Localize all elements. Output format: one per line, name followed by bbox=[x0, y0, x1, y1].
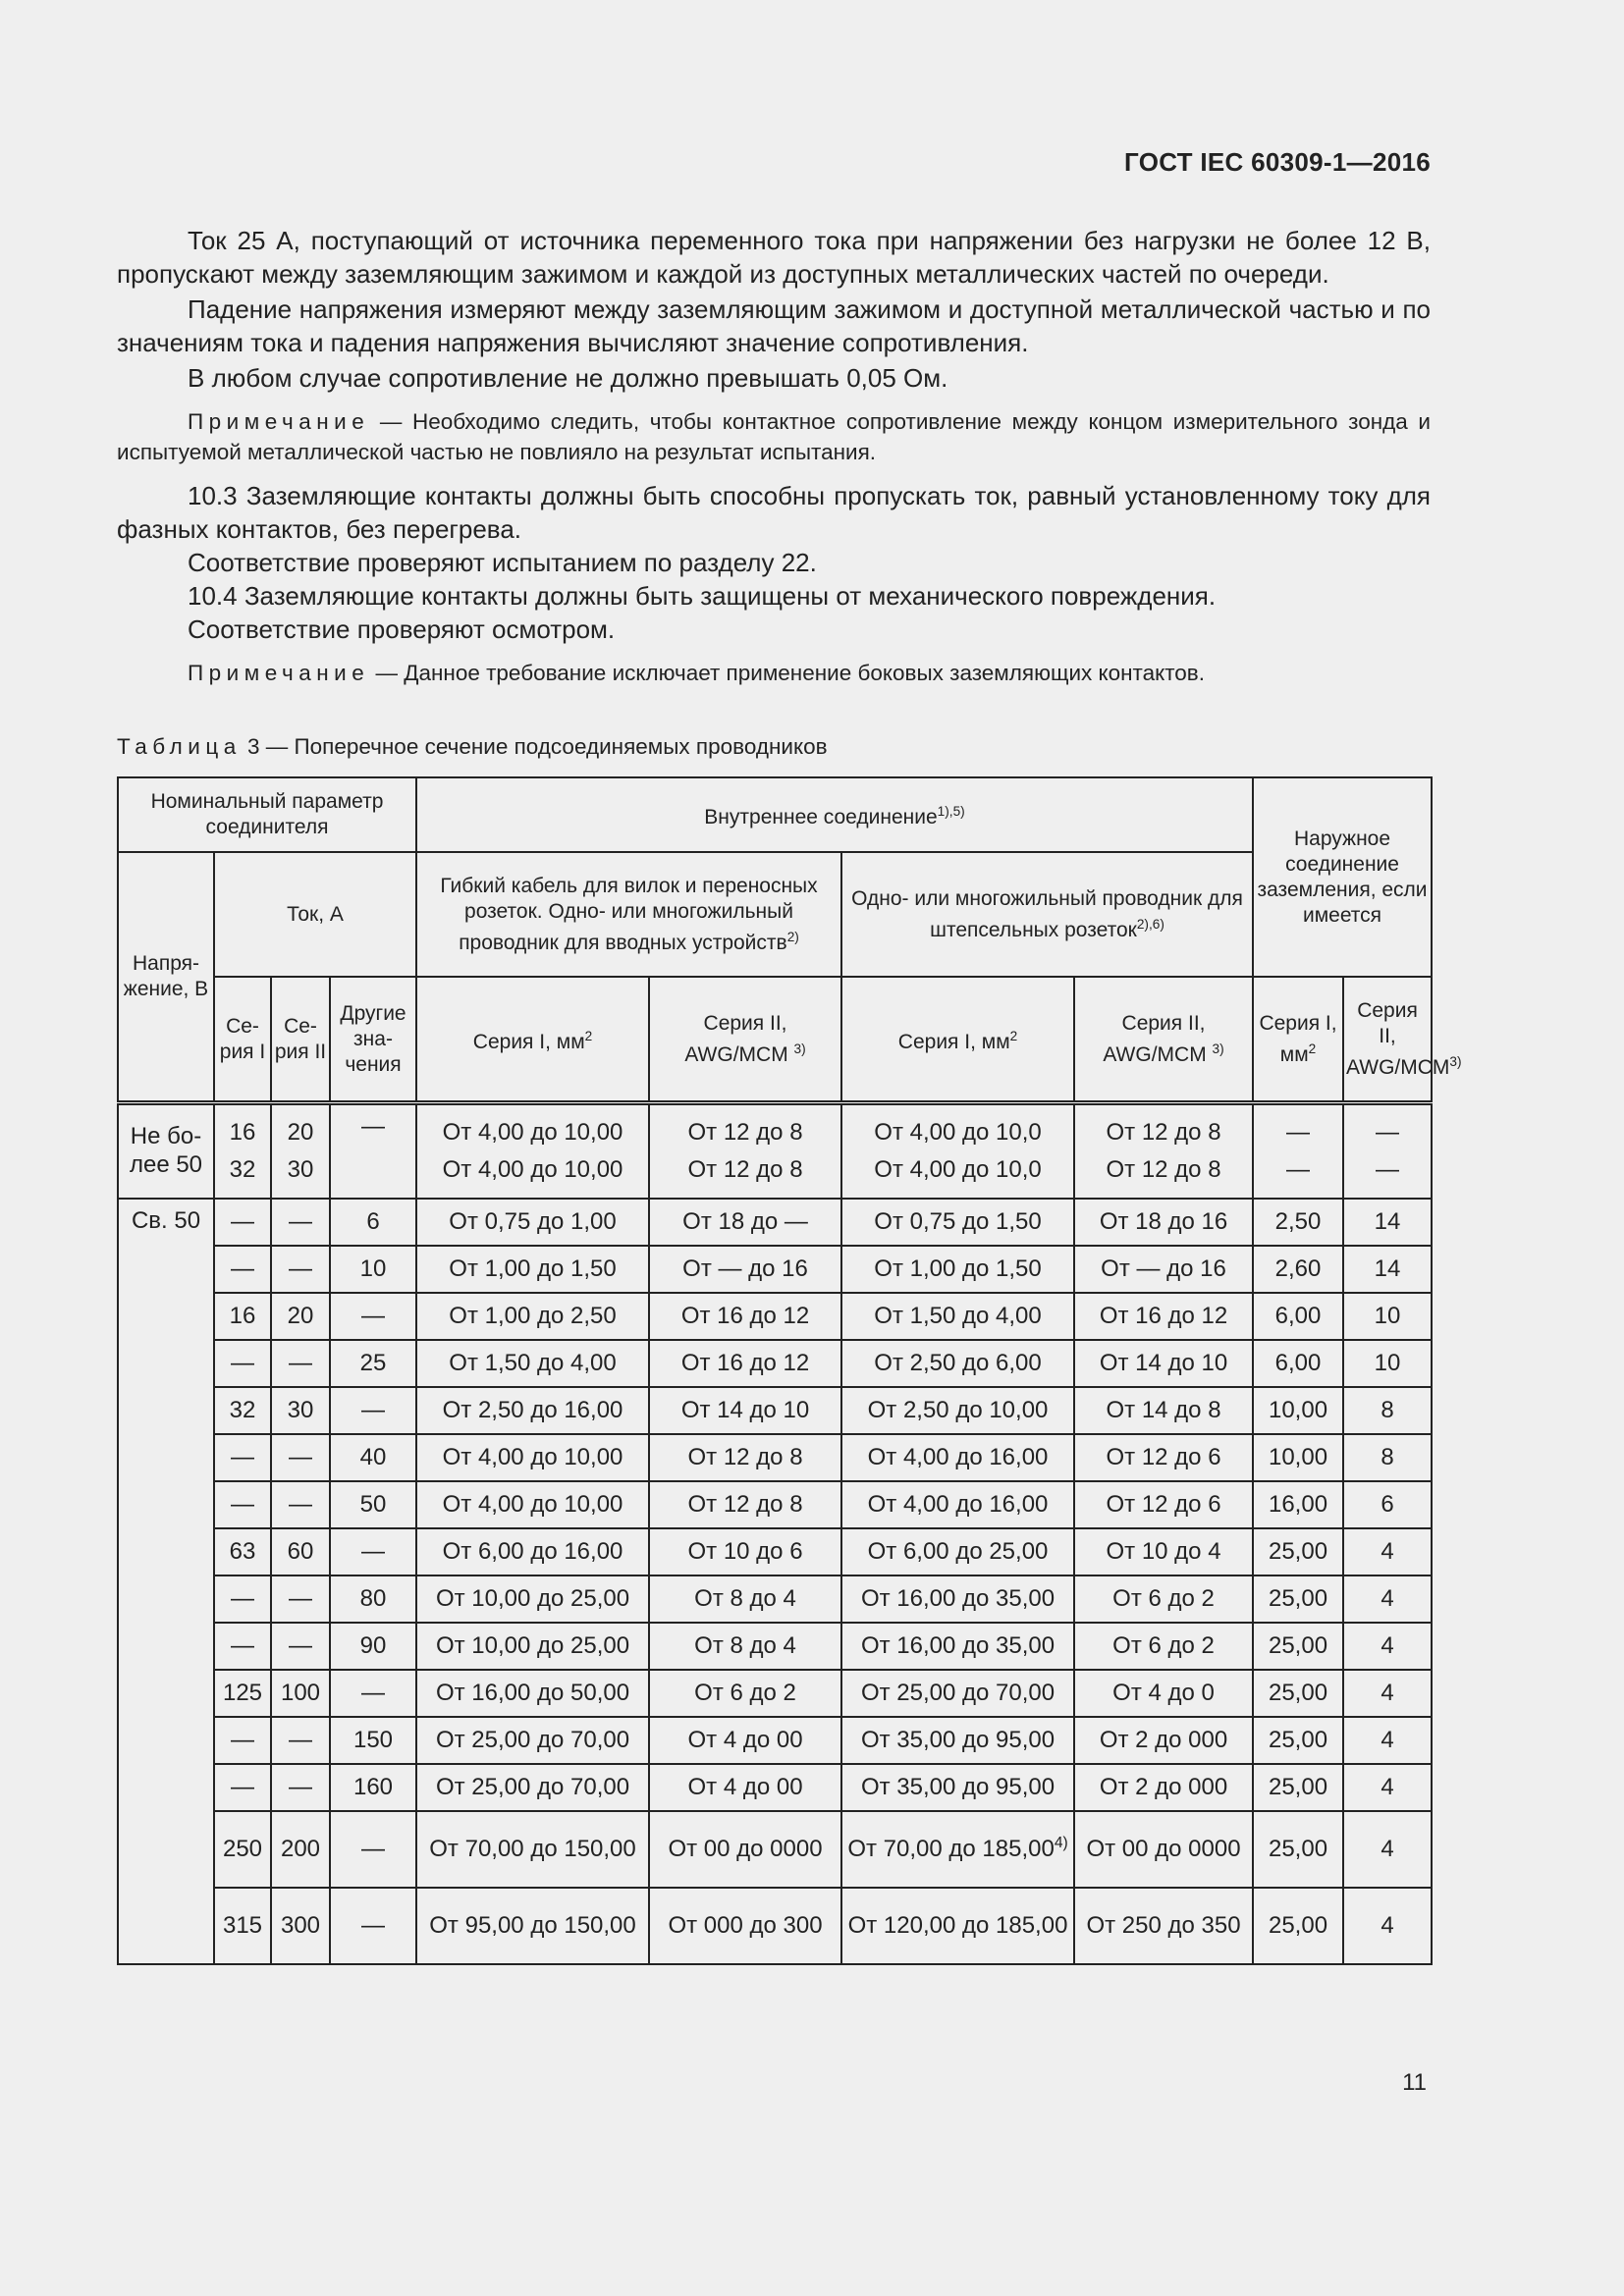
cell: 20 bbox=[271, 1293, 330, 1340]
cell: 25,00 bbox=[1253, 1623, 1343, 1670]
cell: От 12 до 8 bbox=[649, 1434, 841, 1481]
cell: — bbox=[214, 1623, 271, 1670]
cell: 14 bbox=[1343, 1199, 1432, 1246]
cell: — bbox=[214, 1481, 271, 1528]
cell: 300 bbox=[271, 1888, 330, 1964]
cell: 8 bbox=[1343, 1434, 1432, 1481]
cell: От 10 до 4 bbox=[1074, 1528, 1253, 1575]
cell: — bbox=[330, 1293, 416, 1340]
header-other: Другие зна-чения bbox=[330, 977, 416, 1103]
cell: От 14 до 8 bbox=[1074, 1387, 1253, 1434]
table-row bbox=[118, 1717, 1432, 1764]
cell: От 0,75 до 1,50 bbox=[841, 1199, 1074, 1246]
cell: От 4,00 до 16,00 bbox=[841, 1434, 1074, 1481]
cell: От 4,00 до 10,00 bbox=[416, 1434, 649, 1481]
cell: — bbox=[214, 1340, 271, 1387]
cell: — bbox=[330, 1387, 416, 1434]
cell: 16,00 bbox=[1253, 1481, 1343, 1528]
cell: От 1,50 до 4,00 bbox=[416, 1340, 649, 1387]
cell: — bbox=[271, 1481, 330, 1528]
header-solid-s1-mm2: Серия I, $мм^2$ bbox=[841, 977, 1074, 1103]
cell: От 70,00 до 185,00$^{4)}$ bbox=[841, 1811, 1074, 1888]
cell: От 10,00 до 25,00 bbox=[416, 1623, 649, 1670]
header-solid-conductor: Одно- или многожильный проводник для штепсельных розеток$^{2),6)}$ bbox=[841, 852, 1253, 977]
table-row bbox=[118, 1764, 1432, 1811]
cell: 6,00 bbox=[1253, 1340, 1343, 1387]
cell-voltage: Не бо-лее 50 bbox=[118, 1103, 214, 1200]
cell: От 1,00 до 1,50 bbox=[416, 1246, 649, 1293]
cell: 200 bbox=[271, 1811, 330, 1888]
cell: От 8 до 4 bbox=[649, 1623, 841, 1670]
table-row bbox=[118, 1888, 1432, 1964]
cell: 25 bbox=[330, 1340, 416, 1387]
cell: 125 bbox=[214, 1670, 271, 1717]
cell: — bbox=[214, 1246, 271, 1293]
cell: От — до 16 bbox=[1074, 1246, 1253, 1293]
table-row bbox=[118, 1340, 1432, 1387]
cell: От 4 до 00 bbox=[649, 1764, 841, 1811]
cell: От 0,75 до 1,00 bbox=[416, 1199, 649, 1246]
header-series-2: Се-рия II bbox=[271, 977, 330, 1103]
cell: От 1,00 до 2,50 bbox=[416, 1293, 649, 1340]
cell: От 8 до 4 bbox=[649, 1575, 841, 1623]
cell: От 16,00 до 35,00 bbox=[841, 1623, 1074, 1670]
header-flex-s1-mm2: Серия I, $мм^2$ bbox=[416, 977, 649, 1103]
cell-solid-s1: От 4,00 до 10,0 От 4,00 до 10,0 bbox=[841, 1103, 1074, 1200]
cell-series-2: 20 30 bbox=[271, 1103, 330, 1200]
table-row bbox=[118, 1528, 1432, 1575]
cell: — bbox=[214, 1764, 271, 1811]
cell: 160 bbox=[330, 1764, 416, 1811]
cell: 60 bbox=[271, 1528, 330, 1575]
cell: От 6,00 до 25,00 bbox=[841, 1528, 1074, 1575]
cell-ext-s1: — — bbox=[1253, 1103, 1343, 1200]
cell: 4 bbox=[1343, 1670, 1432, 1717]
paragraph: 10.3 Заземляющие контакты должны быть способны пропускать ток, равный установленному току для фазных контактов, без перегрева. bbox=[117, 481, 1431, 544]
cell: 32 bbox=[214, 1387, 271, 1434]
cell: 4 bbox=[1343, 1717, 1432, 1764]
cell: 250 bbox=[214, 1811, 271, 1888]
cell: 10,00 bbox=[1253, 1387, 1343, 1434]
paragraph: Соответствие проверяют испытанием по разделу 22. bbox=[188, 548, 817, 577]
table-row bbox=[118, 1103, 1432, 1200]
cell: 6 bbox=[1343, 1481, 1432, 1528]
table-caption-label: Таблица bbox=[117, 734, 242, 759]
cell: От 12 до 6 bbox=[1074, 1434, 1253, 1481]
cell: От 000 до 300 bbox=[649, 1888, 841, 1964]
cell: — bbox=[330, 1811, 416, 1888]
table-row bbox=[118, 1293, 1432, 1340]
cell: 25,00 bbox=[1253, 1888, 1343, 1964]
table-row bbox=[118, 1387, 1432, 1434]
cell: 150 bbox=[330, 1717, 416, 1764]
cell: От 16 до 12 bbox=[649, 1293, 841, 1340]
cell-ext-s2: — — bbox=[1343, 1103, 1432, 1200]
cell: — bbox=[271, 1764, 330, 1811]
cell: От 6 до 2 bbox=[1074, 1623, 1253, 1670]
cell: От 00 до 0000 bbox=[649, 1811, 841, 1888]
cell: 14 bbox=[1343, 1246, 1432, 1293]
cell: От 18 до 16 bbox=[1074, 1199, 1253, 1246]
cell: 4 bbox=[1343, 1764, 1432, 1811]
cell: От — до 16 bbox=[649, 1246, 841, 1293]
cell: От 1,00 до 1,50 bbox=[841, 1246, 1074, 1293]
cell: 25,00 bbox=[1253, 1717, 1343, 1764]
cell: — bbox=[271, 1199, 330, 1246]
cell: 4 bbox=[1343, 1528, 1432, 1575]
cell: — bbox=[271, 1340, 330, 1387]
cell: От 18 до — bbox=[649, 1199, 841, 1246]
cell: От 14 до 10 bbox=[649, 1387, 841, 1434]
cell: — bbox=[330, 1670, 416, 1717]
cell: От 70,00 до 150,00 bbox=[416, 1811, 649, 1888]
cell: От 00 до 0000 bbox=[1074, 1811, 1253, 1888]
cell-solid-s2: От 12 до 8 От 12 до 8 bbox=[1074, 1103, 1253, 1200]
note-text: — Данное требование исключает применение боковых заземляющих контактов. bbox=[369, 661, 1205, 685]
cell: От 25,00 до 70,00 bbox=[416, 1717, 649, 1764]
cell: От 4 до 00 bbox=[649, 1717, 841, 1764]
table-row bbox=[118, 1670, 1432, 1717]
table-row bbox=[118, 1246, 1432, 1293]
cell: — bbox=[271, 1623, 330, 1670]
cell-flex-s2: От 12 до 8 От 12 до 8 bbox=[649, 1103, 841, 1200]
cell: От 12 до 6 bbox=[1074, 1481, 1253, 1528]
header-current: Ток, А bbox=[214, 852, 416, 977]
cell: От 16,00 до 35,00 bbox=[841, 1575, 1074, 1623]
cell: 315 bbox=[214, 1888, 271, 1964]
cell: От 4,00 до 16,00 bbox=[841, 1481, 1074, 1528]
cell: От 25,00 до 70,00 bbox=[841, 1670, 1074, 1717]
cell: 50 bbox=[330, 1481, 416, 1528]
cell: 4 bbox=[1343, 1888, 1432, 1964]
cell-voltage: Св. 50 bbox=[118, 1199, 214, 1964]
cell: — bbox=[330, 1888, 416, 1964]
cell: От 6,00 до 16,00 bbox=[416, 1528, 649, 1575]
table-row bbox=[118, 1575, 1432, 1623]
note-text: — Необходимо следить, чтобы контактное сопротивление между концом измерительного зонда и испытуемой металлической частью не повлияло на результат испытания. bbox=[117, 409, 1431, 464]
cell: — bbox=[271, 1717, 330, 1764]
table-caption-text: 3 — Поперечное сечение подсоединяемых проводников bbox=[241, 734, 828, 759]
paragraph: В любом случае сопротивление не должно превышать 0,05 Ом. bbox=[188, 363, 948, 393]
cell: От 4,00 до 10,00 bbox=[416, 1481, 649, 1528]
header-internal: Внутреннее соединение$^{1),5)}$ bbox=[416, 777, 1253, 852]
header-ext-s2-awg: Серия II, AWG/MCM$^{3)}$ bbox=[1343, 977, 1432, 1103]
cell: От 2,50 до 10,00 bbox=[841, 1387, 1074, 1434]
cell: 10 bbox=[1343, 1340, 1432, 1387]
cell: От 35,00 до 95,00 bbox=[841, 1764, 1074, 1811]
header-ext-s1-mm2: Серия I, $мм^2$ bbox=[1253, 977, 1343, 1103]
cell: — bbox=[271, 1575, 330, 1623]
cell: 10,00 bbox=[1253, 1434, 1343, 1481]
cell: От 2 до 000 bbox=[1074, 1717, 1253, 1764]
cell: От 2,50 до 6,00 bbox=[841, 1340, 1074, 1387]
paragraph: Ток 25 А, поступающий от источника переменного тока при напряжении без нагрузки не более 12 В, пропускают между заземляющим зажимом и каждой из доступных металлических частей по очереди. bbox=[117, 226, 1431, 289]
cell: От 35,00 до 95,00 bbox=[841, 1717, 1074, 1764]
cell: — bbox=[214, 1199, 271, 1246]
cell: — bbox=[330, 1528, 416, 1575]
cell: От 120,00 до 185,00 bbox=[841, 1888, 1074, 1964]
cell: 30 bbox=[271, 1387, 330, 1434]
paragraph: Падение напряжения измеряют между заземляющим зажимом и доступной металлической частью и по значениям тока и падения напряжения вычисляют значение сопротивления. bbox=[117, 294, 1431, 357]
cell: От 6 до 2 bbox=[1074, 1575, 1253, 1623]
paragraph: Соответствие проверяют осмотром. bbox=[188, 614, 616, 644]
cell: От 10 до 6 bbox=[649, 1528, 841, 1575]
cell: От 2 до 000 bbox=[1074, 1764, 1253, 1811]
cell: — bbox=[271, 1246, 330, 1293]
table-row bbox=[118, 1434, 1432, 1481]
table-caption bbox=[117, 734, 828, 760]
cell-flex-s1: От 4,00 до 10,00 От 4,00 до 10,00 bbox=[416, 1103, 649, 1200]
cell: — bbox=[271, 1434, 330, 1481]
table-row bbox=[118, 1623, 1432, 1670]
cell: От 25,00 до 70,00 bbox=[416, 1764, 649, 1811]
cell: 8 bbox=[1343, 1387, 1432, 1434]
cell: От 1,50 до 4,00 bbox=[841, 1293, 1074, 1340]
cell: 90 bbox=[330, 1623, 416, 1670]
cell-series-1: 16 32 bbox=[214, 1103, 271, 1200]
conductor-table bbox=[117, 776, 1462, 1965]
cell: От 250 до 350 bbox=[1074, 1888, 1253, 1964]
document-id: ГОСТ IEC 60309-1—2016 bbox=[1124, 147, 1431, 177]
cell: 6 bbox=[330, 1199, 416, 1246]
cell-other: — bbox=[330, 1103, 416, 1200]
cell: От 16,00 до 50,00 bbox=[416, 1670, 649, 1717]
cell: 10 bbox=[1343, 1293, 1432, 1340]
note bbox=[117, 658, 1431, 688]
cell: 4 bbox=[1343, 1575, 1432, 1623]
cell: 25,00 bbox=[1253, 1528, 1343, 1575]
cell: 10 bbox=[330, 1246, 416, 1293]
header-flex-s2-awg: Серия II, AWG/MCM $^{3)}$ bbox=[649, 977, 841, 1103]
table-row bbox=[118, 1811, 1432, 1888]
header-external: Наружное соединение заземления, если имеется bbox=[1253, 777, 1432, 977]
cell: От 10,00 до 25,00 bbox=[416, 1575, 649, 1623]
cell: 25,00 bbox=[1253, 1764, 1343, 1811]
page-number: 11 bbox=[1402, 2069, 1427, 2096]
note-label: Примечание bbox=[188, 661, 370, 685]
note-label: Примечание bbox=[188, 409, 370, 434]
cell: 100 bbox=[271, 1670, 330, 1717]
table-row bbox=[118, 1481, 1432, 1528]
cell: 6,00 bbox=[1253, 1293, 1343, 1340]
cell: От 6 до 2 bbox=[649, 1670, 841, 1717]
cell: 25,00 bbox=[1253, 1575, 1343, 1623]
cell: От 14 до 10 bbox=[1074, 1340, 1253, 1387]
cell: 2,50 bbox=[1253, 1199, 1343, 1246]
cell: 16 bbox=[214, 1293, 271, 1340]
header-solid-s2-awg: Серия II, AWG/MCM $^{3)}$ bbox=[1074, 977, 1253, 1103]
cell: — bbox=[214, 1434, 271, 1481]
cell: 4 bbox=[1343, 1811, 1432, 1888]
cell: От 2,50 до 16,00 bbox=[416, 1387, 649, 1434]
cell: 63 bbox=[214, 1528, 271, 1575]
cell: От 12 до 8 bbox=[649, 1481, 841, 1528]
cell: 25,00 bbox=[1253, 1811, 1343, 1888]
header-voltage: Напря-жение, В bbox=[118, 852, 214, 1103]
paragraph: 10.4 Заземляющие контакты должны быть защищены от механического повреждения. bbox=[188, 581, 1217, 611]
cell: От 16 до 12 bbox=[1074, 1293, 1253, 1340]
header-nominal: Номинальный параметр соединителя bbox=[118, 777, 416, 852]
header-series-1: Се-рия I bbox=[214, 977, 271, 1103]
table-row bbox=[118, 1199, 1432, 1246]
cell: 25,00 bbox=[1253, 1670, 1343, 1717]
cell: — bbox=[214, 1717, 271, 1764]
cell: 40 bbox=[330, 1434, 416, 1481]
cell: От 4 до 0 bbox=[1074, 1670, 1253, 1717]
cell: От 95,00 до 150,00 bbox=[416, 1888, 649, 1964]
note bbox=[117, 406, 1431, 467]
cell: — bbox=[214, 1575, 271, 1623]
header-flex-cable: Гибкий кабель для вилок и переносных розеток. Одно- или многожильный проводник для вводных устройств$^{2)}$ bbox=[416, 852, 841, 977]
cell: От 16 до 12 bbox=[649, 1340, 841, 1387]
body-text bbox=[117, 224, 1431, 700]
cell: 2,60 bbox=[1253, 1246, 1343, 1293]
cell: 80 bbox=[330, 1575, 416, 1623]
cell: 4 bbox=[1343, 1623, 1432, 1670]
